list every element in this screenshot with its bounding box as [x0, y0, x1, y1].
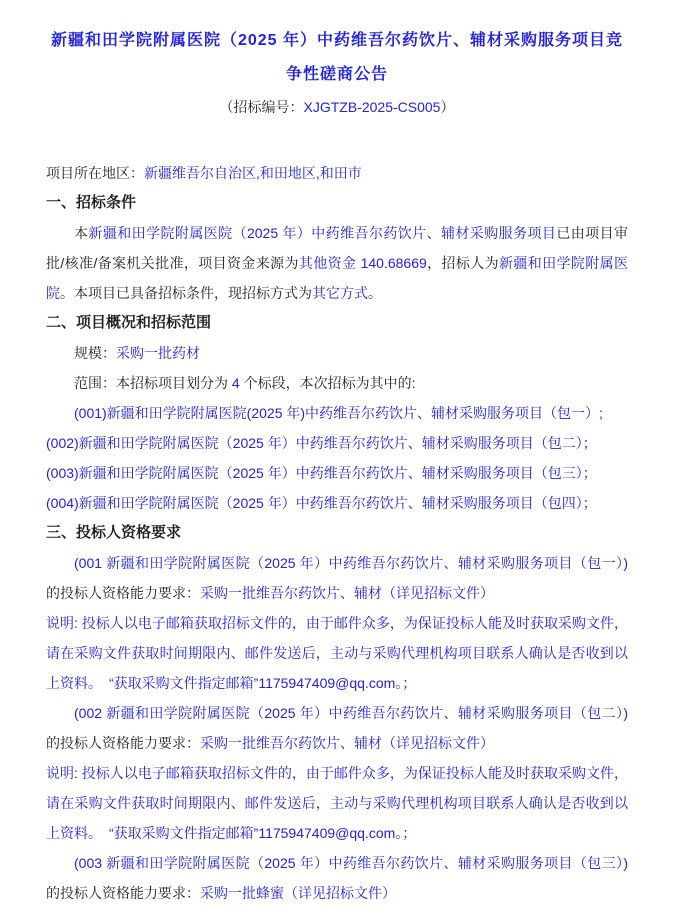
- tender-method-value: 其它方式: [312, 285, 368, 301]
- tender-number-suffix: ）: [440, 99, 455, 115]
- qualification-lot-001: (001 新疆和田学院附属医院（2025 年）中药维吾尔药饮片、辅材采购服务项目（包一）): [74, 555, 628, 571]
- text-segment: 。: [368, 285, 382, 301]
- qualification-value-001: 采购一批维吾尔药饮片、辅材（详见招标文件）: [200, 585, 494, 601]
- tender-number-prefix: （招标编号：: [219, 99, 304, 115]
- qualification-paragraph-001: [46, 548, 628, 608]
- tender-number-line: [46, 92, 628, 122]
- note-paragraph-001: 说明: 投标人以电子邮箱获取招标文件的，由于邮件众多，为保证投标人能及时获取采购文件，请在采购文件获取时间期限内、邮件发送后，主动与采购代理机构项目联系人确认是否收到以上资料。 “获取采购文件指定邮箱”1175947409@qq.com。；: [46, 615, 628, 691]
- tenderee-name: 新疆和田学院附属医院: [46, 255, 629, 301]
- section2-heading: 二、项目概况和招标范围: [46, 314, 212, 331]
- qualification-label: 的投标人资格能力要求：: [46, 585, 200, 601]
- note-paragraph-002: 说明: 投标人以电子邮箱获取招标文件的，由于邮件众多，为保证投标人能及时获取采购文件，请在采购文件获取时间期限内、邮件发送后，主动与采购代理机构项目联系人确认是否收到以上资料。 “获取采购文件指定邮箱”1175947409@qq.com。；: [46, 765, 628, 841]
- fund-source-value: 其他资金 140.68669: [298, 255, 427, 271]
- scale-label: 规模：: [74, 345, 116, 361]
- project-name-link: 新疆和田学院附属医院（2025 年）中药维吾尔药饮片、辅材采购服务项目: [88, 225, 557, 241]
- lot-item-001: (001)新疆和田学院附属医院(2025 年)中药维吾尔药饮片、辅材采购服务项目（包一）;: [74, 405, 603, 421]
- qualification-label: 的投标人资格能力要求：: [46, 735, 200, 751]
- lot-count-value: 4: [231, 375, 240, 391]
- text-segment: 已由项目审批/核准/备案机关批准，项目资金来源为: [46, 225, 629, 271]
- location-value: 新疆维吾尔自治区,和田地区,和田市: [144, 165, 362, 181]
- text-segment: 。本项目已具备招标条件，现招标方式为: [60, 285, 312, 301]
- lot-item-003: (003)新疆和田学院附属医院（2025 年）中药维吾尔药饮片、辅材采购服务项目（包三）；: [46, 465, 597, 481]
- qualification-value-002: 采购一批维吾尔药饮片、辅材（详见招标文件）: [200, 735, 494, 751]
- lot-item-004: (004)新疆和田学院附属医院（2025 年）中药维吾尔药饮片、辅材采购服务项目（包四）；: [46, 495, 597, 511]
- scale-value: 采购一批药材: [116, 345, 200, 361]
- tender-condition-paragraph: [46, 218, 628, 308]
- scope-line: [46, 368, 628, 398]
- qualification-label: 的投标人资格能力要求：: [46, 885, 200, 901]
- qualification-lot-003: (003 新疆和田学院附属医院（2025 年）中药维吾尔药饮片、辅材采购服务项目（包三）): [74, 855, 628, 871]
- text-segment: 本: [74, 225, 89, 241]
- section1-heading: 一、招标条件: [46, 194, 137, 211]
- project-location-line: [46, 158, 628, 188]
- text-segment: ，招标人为: [426, 255, 500, 271]
- page-title: 新疆和田学院附属医院（2025 年）中药维吾尔药饮片、辅材采购服务项目竞争性磋商公告: [50, 32, 624, 83]
- qualification-paragraph-002: [46, 698, 628, 758]
- section3-heading: 三、投标人资格要求: [46, 524, 182, 541]
- qualification-value-003: 采购一批蜂蜜（详见招标文件）: [200, 885, 396, 901]
- text-segment: 个标段，本次招标为其中的:: [239, 375, 416, 391]
- location-label: 项目所在地区：: [46, 165, 144, 181]
- tender-number: XJGTZB-2025-CS005: [303, 99, 441, 115]
- qualification-lot-002: (002 新疆和田学院附属医院（2025 年）中药维吾尔药饮片、辅材采购服务项目（包二）): [74, 705, 628, 721]
- scale-line: [46, 338, 628, 368]
- lot-item-002: (002)新疆和田学院附属医院（2025 年）中药维吾尔药饮片、辅材采购服务项目（包二）；: [46, 435, 597, 451]
- qualification-paragraph-003: [46, 848, 628, 908]
- text-segment: 范围：本招标项目划分为: [74, 375, 232, 391]
